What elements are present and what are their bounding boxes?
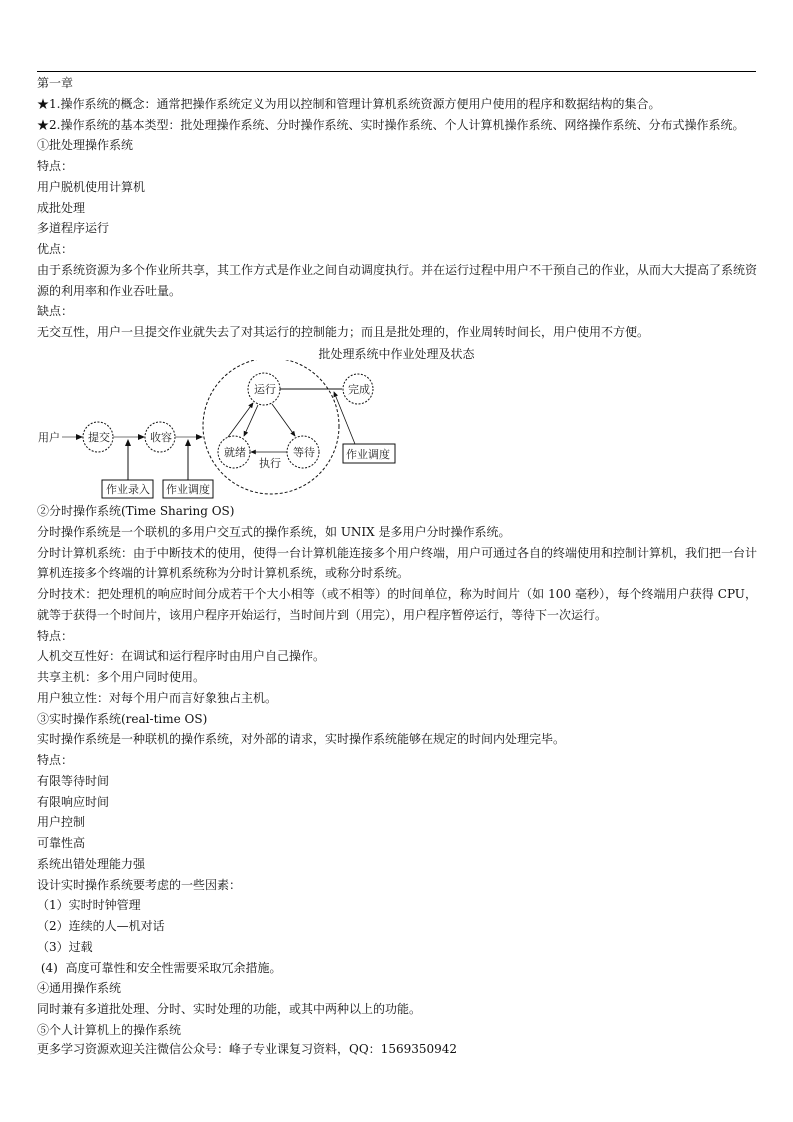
diagram-caption: 批处理系统中作业处理及状态 [318,347,475,361]
diagram-label-job-entry: 作业录入 [106,483,150,496]
paragraph: 多道程序运行 [37,221,110,236]
paragraph: 成批处理 [37,200,86,215]
subheading: ③实时操作系统(real-time OS) [37,711,208,726]
paragraph: 有限等待时间 [37,773,110,788]
subheading: ①批处理操作系统 [37,138,134,153]
paragraph: 人机交互性好：在调试和运行程序时由用户自己操作。 [37,649,326,664]
paragraph: 实时操作系统是一种联机的操作系统，对外部的请求，实时操作系统能够在规定的时间内处理完毕。 [37,732,566,747]
diagram-label-done: 完成 [348,383,370,396]
subheading: ⑤个人计算机上的操作系统 [37,1022,182,1037]
diagram-label-ready: 就绪 [224,446,246,459]
diagram-label-user: 用户 [38,431,60,444]
list-item: （3）过载 [37,939,93,954]
paragraph: ★1.操作系统的概念：通常把操作系统定义为用以控制和管理计算机系统资源方便用户使用的程序和数据结构的集合。 [37,96,661,111]
memory-boundary [203,360,339,494]
diagram-label-run: 运行 [254,383,276,396]
list-item: (4) 高度可靠性和安全性需要采取冗余措施。 [37,960,282,975]
paragraph: 无交互性，用户一旦提交作业就失去了对其运行的控制能力；而且是批处理的，作业周转时间长，用户使用不方便。 [37,325,650,339]
paragraph: 同时兼有多道批处理、分时、实时处理的功能，或其中两种以上的功能。 [37,1002,422,1016]
footer-note: 更多学习资源欢迎关注微信公众号：峰子专业课复习资料，QQ：1569350942 [37,1042,458,1056]
list-item: （1）实时时钟管理 [37,898,141,913]
diagram-label-execute: 执行 [259,457,281,470]
paragraph: 特点： [37,753,74,767]
section-time-sharing-realtime [37,501,757,1041]
paragraph: 分时计算机系统：由于中断技术的使用，使得一台计算机能连接多个用户终端，用户可通过各自的终端使用和控制计算机，我们把一台计算机连接多个终端的计算机系统称为分时计算机系统，或称分时系统。 [37,545,758,581]
paragraph: ★2.操作系统的基本类型：批处理操作系统、分时操作系统、实时操作系统、个人计算机操作系统、网络操作系统、分布式操作系统。 [37,117,745,132]
paragraph: 设计实时操作系统要考虑的一些因素： [37,877,242,892]
arrow [334,392,355,444]
diagram-label-job-sched-2: 作业调度 [346,448,390,461]
diagram-label-job-sched: 作业调度 [166,483,210,496]
paragraph: 用户独立性：对每个用户而言好象独占主机。 [37,690,278,705]
diagram-label-submit: 提交 [88,431,110,444]
paragraph: 缺点： [37,304,74,319]
paragraph: 分时操作系统是一个联机的多用户交互式的操作系统，如 UNIX 是多用户分时操作系统。 [37,524,511,539]
arrow [244,405,258,436]
batch-job-state-diagram [0,360,793,502]
paragraph: 有限响应时间 [37,794,110,809]
paragraph: 优点： [37,242,74,256]
subheading: ②分时操作系统(Time Sharing OS) [37,504,235,518]
paragraph: 用户脱机使用计算机 [37,179,146,194]
paragraph: 分时技术：把处理机的响应时间分成若干个大小相等（或不相等）的时间单位，称为时间片（如 100 毫秒），每个终端用户获得 CPU，就等于获得一个时间片，该用户程序开始运行，当时间片到（用完），用户程序暂停运行，等待下一次运行。 [37,587,757,622]
paragraph: 由于系统资源为多个作业所共享，其工作方式是作业之间自动调度执行。并在运行过程中用户不干预自己的作业，从而大大提高了系统资源的利用率和作业吞吐量。 [37,262,758,298]
paragraph: 特点： [37,159,74,173]
paragraph: 共享主机：多个用户同时使用。 [37,670,206,684]
subheading: ④通用操作系统 [37,981,122,996]
list-item: （2）连续的人—机对话 [37,919,165,933]
paragraph: 用户控制 [37,815,86,830]
paragraph: 特点： [37,628,74,643]
arrow [272,404,295,436]
diagram-label-wait: 等待 [293,446,315,459]
arrow [228,403,253,437]
paragraph: 系统出错处理能力强 [37,856,146,871]
chapter-title: 第一章 [37,76,74,90]
paragraph: 可靠性高 [37,836,86,850]
header-rule [37,71,756,72]
section-batch-os [37,73,757,343]
diagram-label-hold: 收容 [150,431,172,444]
